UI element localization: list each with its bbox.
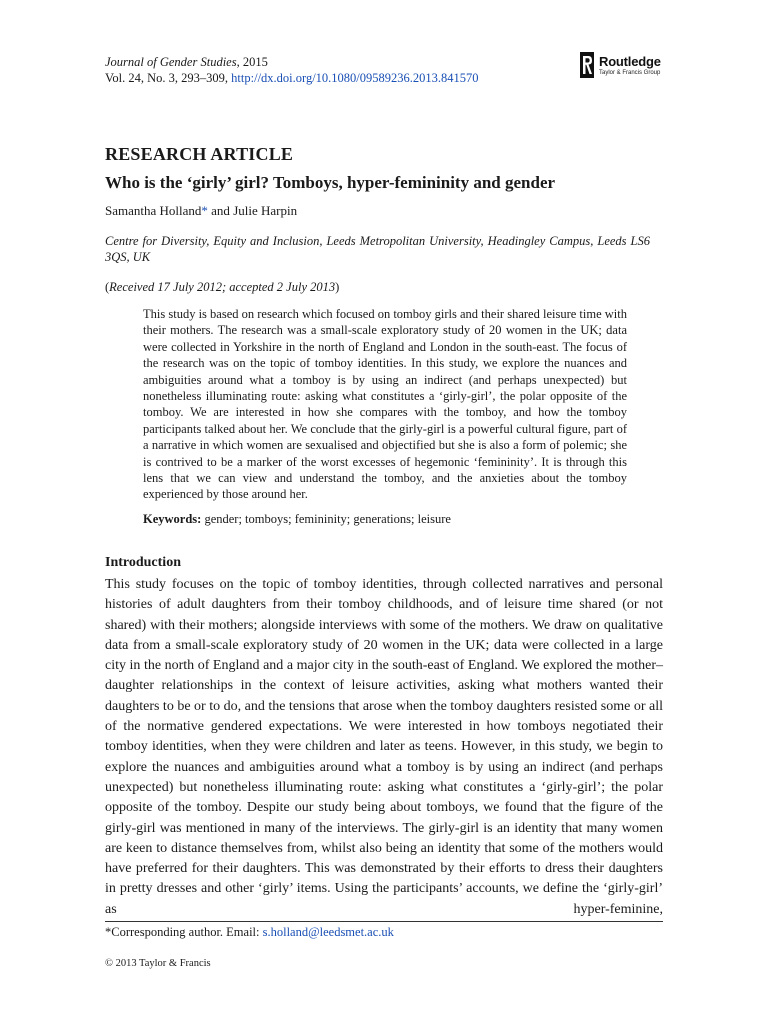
publisher-name: Routledge (599, 53, 661, 69)
author-name: Julie Harpin (233, 203, 298, 218)
footnote-label: *Corresponding author. Email: (105, 925, 263, 939)
section-heading: Introduction (105, 555, 181, 570)
abstract-text: This study is based on research which focused on tomboy girls and their shared leisure time with their mothers. The research was a small-scale exploratory study of 20 women in the UK; data were collected in Yorkshire in the north of England and London in the south-east. The focus of the research was on the topic of tomboy identities. In this study, we explore the nuances and ambiguities around what a tomboy is by using an indirect (and perhaps unexpected) but nonetheless illuminating route: asking what constitutes a ‘girly-girl’, the polar opposite of the tomboy. We are interested in how she compares with the tomboy, and how the tomboy participants talked about her. We conclude that the girly-girl is a powerful cultural figure, part of a narrative in which women are sexualised and objectified but she is also a form of polemic; she is contrived to be a marker of the worst excesses of hegemonic ‘femininity’. It is through this lens that we can view and understand the tomboy, and the anxieties about the tomboy experienced by those around her. (143, 307, 627, 502)
introduction-paragraph: This study focuses on the topic of tomboy identities, through collected narratives and personal histories of adult daughters from their tomboy childhoods, and of leisure time shared (or not shared) with their mothers; alongside interviews with some of the mothers. We draw on qualitative data from a small-scale exploratory study of 20 women in the UK; data were collected in a large city in the north of England and a major city in the south-east of England. We explored the mother–daughter relationships in the context of leisure activities, asking what mothers wanted their daughters to be or to do, and the tensions that arose when the tomboy daughters resisted some or all of the normative gendered expectations. We were interested in how tomboys negotiated their tomboy identities, when they were children and later as teens. However, in this study, we begin to explore the nuances and ambiguities around what a tomboy is by using an indirect (and perhaps unexpected) but nonetheless illuminating route: asking what constitutes a ‘girly-girl’; the polar opposite of the tomboy. Despite our study being about tomboys, we found that the figure of the girly-girl was mentioned in many of the interviews. The girly-girl is an identity that many women are keen to distance themselves from, whilst also being an identity that some of the mothers would have preferred for their daughters. This was demonstrated by their efforts to dress their daughters in pretty dresses and other ‘girly’ items. Using the participants’ accounts, we define the ‘girly-girl’ as hyper-feminine, (105, 577, 663, 917)
footnote (105, 925, 394, 940)
received-open-paren: ( (105, 280, 110, 294)
routledge-r-icon (580, 52, 594, 78)
corresponding-author-marker[interactable]: * (201, 203, 208, 218)
keywords-label: Keywords: (143, 512, 202, 526)
article-title: Who is the ‘girly’ girl? Tomboys, hyper-femininity and gender (105, 173, 556, 192)
footnote-divider (105, 921, 663, 922)
copyright-notice: © 2013 Taylor & Francis (105, 958, 211, 969)
author-separator: and (207, 203, 234, 218)
author-name: Samantha Holland (105, 203, 202, 218)
author-list (105, 203, 297, 219)
journal-header (105, 54, 479, 86)
journal-name: Journal of Gender Studies (105, 55, 237, 69)
publisher-subtitle: Taylor & Francis Group (599, 69, 661, 76)
journal-year: , 2015 (236, 55, 268, 69)
received-text: Received 17 July 2012; accepted 2 July 2013 (109, 280, 336, 294)
keywords (143, 512, 451, 527)
article-type: RESEARCH ARTICLE (105, 144, 294, 164)
doi-link[interactable]: http://dx.doi.org/10.1080/09589236.2013.841570 (231, 71, 479, 85)
received-close-paren: ) (335, 280, 340, 294)
abstract (143, 306, 627, 503)
received-dates (105, 280, 339, 295)
keywords-list: gender; tomboys; femininity; generations; leisure (201, 512, 451, 526)
email-link[interactable]: s.holland@leedsmet.ac.uk (262, 925, 394, 939)
affiliation: Centre for Diversity, Equity and Inclusion, Leeds Metropolitan University, Headingley Campus, Leeds LS6 3QS, UK (105, 234, 650, 264)
volume-info: Vol. 24, No. 3, 293–309, (105, 71, 232, 85)
introduction-body (105, 575, 663, 920)
publisher-logo (580, 52, 661, 78)
